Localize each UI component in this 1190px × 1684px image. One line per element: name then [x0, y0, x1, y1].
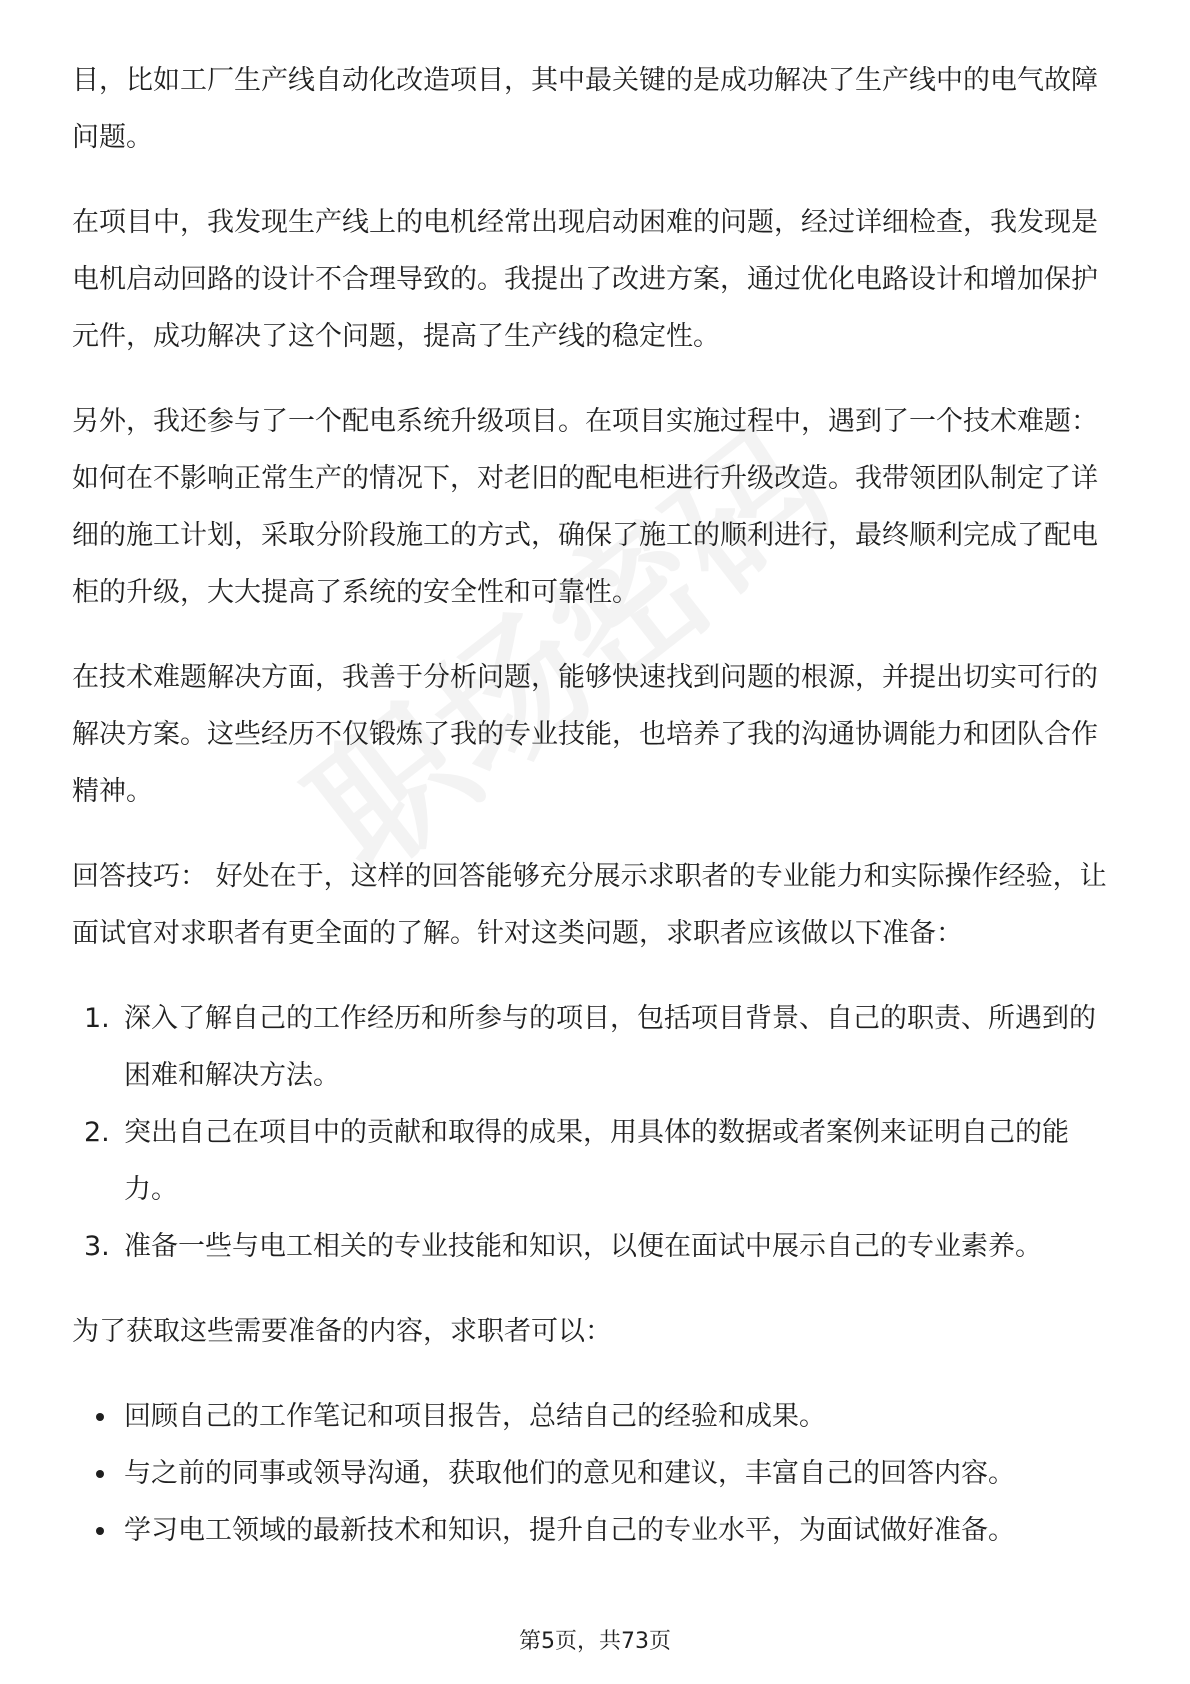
list-item	[72, 1445, 1122, 1502]
list-item	[72, 990, 1122, 1104]
bullet-icon	[96, 1470, 104, 1478]
list-item	[72, 1502, 1122, 1559]
document-body	[72, 52, 1122, 1587]
list-item	[72, 1218, 1122, 1275]
list-item-text: 深入了解自己的工作经历和所参与的项目，包括项目背景、自己的职责、所遇到的困难和解决方法。	[124, 1003, 1096, 1091]
list-number: 2.	[84, 1117, 110, 1148]
paragraph: 在技术难题解决方面，我善于分析问题，能够快速找到问题的根源，并提出切实可行的解决方案。这些经历不仅锻炼了我的专业技能，也培养了我的沟通协调能力和团队合作精神。	[72, 662, 1098, 807]
list-item	[72, 1388, 1122, 1445]
bullet-list	[72, 1388, 1122, 1559]
list-item-text: 与之前的同事或领导沟通，获取他们的意见和建议，丰富自己的回答内容。	[124, 1458, 1015, 1489]
list-item-text: 突出自己在项目中的贡献和取得的成果，用具体的数据或者案例来证明自己的能力。	[124, 1117, 1069, 1205]
list-item-text: 准备一些与电工相关的专业技能和知识，以便在面试中展示自己的专业素养。	[124, 1231, 1042, 1262]
paragraph: 在项目中，我发现生产线上的电机经常出现启动困难的问题，经过详细检查，我发现是电机启动回路的设计不合理导致的。我提出了改进方案，通过优化电路设计和增加保护元件，成功解决了这个问题，提高了生产线的稳定性。	[72, 207, 1098, 352]
page-number-footer: 第5页，共73页	[519, 1629, 671, 1654]
paragraph: 另外，我还参与了一个配电系统升级项目。在项目实施过程中，遇到了一个技术难题：如何在不影响正常生产的情况下，对老旧的配电柜进行升级改造。我带领团队制定了详细的施工计划，采取分阶段施工的方式，确保了施工的顺利进行，最终顺利完成了配电柜的升级，大大提高了系统的安全性和可靠性。	[72, 406, 1098, 608]
list-number: 3.	[84, 1231, 110, 1262]
list-number: 1.	[84, 1003, 110, 1034]
paragraph: 目，比如工厂生产线自动化改造项目，其中最关键的是成功解决了生产线中的电气故障问题。	[72, 65, 1098, 153]
numbered-list	[72, 990, 1122, 1275]
bullet-icon	[96, 1527, 104, 1535]
bullet-icon	[96, 1413, 104, 1421]
list-item-text: 学习电工领域的最新技术和知识，提升自己的专业水平，为面试做好准备。	[124, 1515, 1015, 1546]
paragraph: 为了获取这些需要准备的内容，求职者可以：	[72, 1316, 612, 1347]
list-item	[72, 1104, 1122, 1218]
list-item-text: 回顾自己的工作笔记和项目报告，总结自己的经验和成果。	[124, 1401, 826, 1432]
answer-tips-paragraph: 回答技巧： 好处在于，这样的回答能够充分展示求职者的专业能力和实际操作经验，让面试官对求职者有更全面的了解。针对这类问题，求职者应该做以下准备：	[72, 861, 1107, 949]
